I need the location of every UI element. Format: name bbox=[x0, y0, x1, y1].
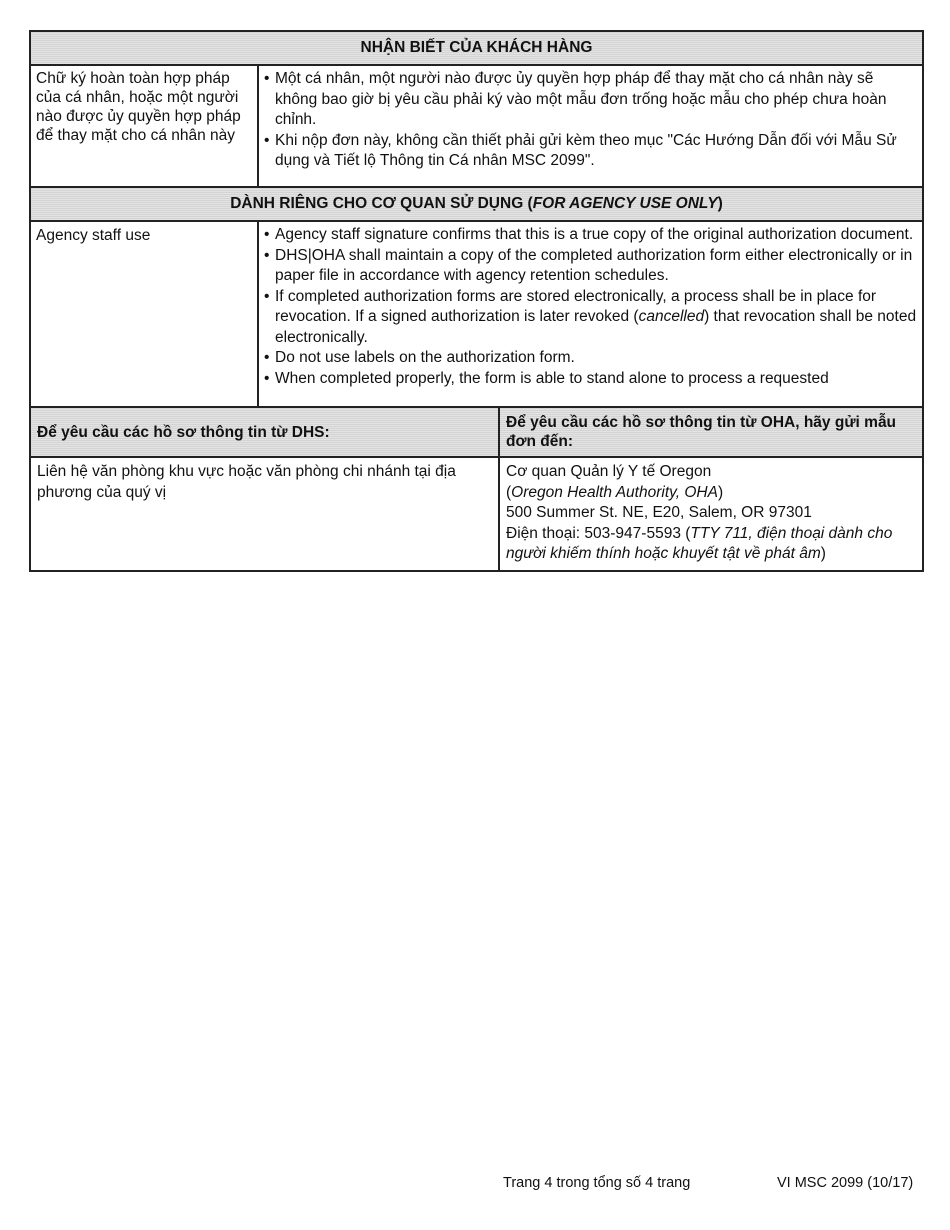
agency-bullet: • Agency staff signature confirms that this is a true copy of the original authorization document. bbox=[263, 225, 918, 246]
agency-bullet: • DHS|OHA shall maintain a copy of the completed authorization form either electronically or in paper file in accordance with agency retention schedules. bbox=[263, 246, 918, 287]
acknowledgement-notes bbox=[259, 66, 922, 186]
agency-staff-label: Agency staff use bbox=[31, 222, 259, 406]
oha-request-header: Để yêu cầu các hồ sơ thông tin từ OHA, hãy gửi mẫu đơn đến: bbox=[500, 408, 922, 456]
agency-bullet: • Do not use labels on the authorization form. bbox=[263, 348, 918, 369]
oha-name: Cơ quan Quản lý Y tế Oregon bbox=[506, 463, 712, 480]
acknowledgement-bullet: • Khi nộp đơn này, không cần thiết phải gửi kèm theo mục "Các Hướng Dẫn đối với Mẫu Sử dụng và Tiết lộ Thông tin Cá nhân MSC 2099". bbox=[263, 131, 918, 172]
agency-header bbox=[31, 188, 922, 222]
oha-phone: Điện thoại: 503-947-5593 (TTY 711, điện thoại dành cho người khiếm thính hoặc khuyết tật về phát âm) bbox=[506, 524, 893, 562]
dhs-contact-instructions: Liên hệ văn phòng khu vực hoặc văn phòng chi nhánh tại địa phương của quý vị bbox=[31, 458, 500, 570]
acknowledgement-row bbox=[31, 66, 922, 188]
agency-bullet: • When completed properly, the form is able to stand alone to process a requested bbox=[263, 369, 918, 390]
page-number: Trang 4 trong tổng số 4 trang bbox=[503, 1175, 691, 1191]
dhs-request-header: Để yêu cầu các hồ sơ thông tin từ DHS: bbox=[31, 408, 500, 456]
acknowledgement-header bbox=[31, 32, 922, 66]
agency-row bbox=[31, 222, 922, 408]
authorization-form-table bbox=[29, 30, 924, 572]
oha-mailing-address bbox=[500, 458, 922, 570]
agency-bullet: • If completed authorization forms are stored electronically, a process shall be in place for revocation. If a signed authorization is later revoked (cancelled) that revocation shall be noted electronically. bbox=[263, 287, 918, 349]
form-identifier: VI MSC 2099 (10/17) bbox=[777, 1175, 914, 1191]
acknowledgement-header-text: NHẬN BIẾT CỦA KHÁCH HÀNG bbox=[360, 39, 593, 56]
agency-header-text: DÀNH RIÊNG CHO CƠ QUAN SỬ DỤNG (FOR AGENCY USE ONLY) bbox=[230, 195, 723, 212]
acknowledgement-bullet: • Một cá nhân, một người nào được ủy quyền hợp pháp để thay mặt cho cá nhân này sẽ không bao giờ bị yêu cầu phải ký vào một mẫu đơn trống hoặc mẫu cho phép chưa hoàn chỉnh. bbox=[263, 69, 918, 131]
agency-notes bbox=[259, 222, 922, 406]
oha-street-address: 500 Summer St. NE, E20, Salem, OR 97301 bbox=[506, 504, 812, 521]
records-request-body bbox=[31, 458, 922, 570]
records-request-header bbox=[31, 408, 922, 458]
signature-label: Chữ ký hoàn toàn hợp pháp của cá nhân, hoặc một người nào được ủy quyền hợp pháp để thay mặt cho cá nhân này bbox=[31, 66, 259, 186]
oha-alias: (Oregon Health Authority, OHA) bbox=[506, 483, 724, 501]
